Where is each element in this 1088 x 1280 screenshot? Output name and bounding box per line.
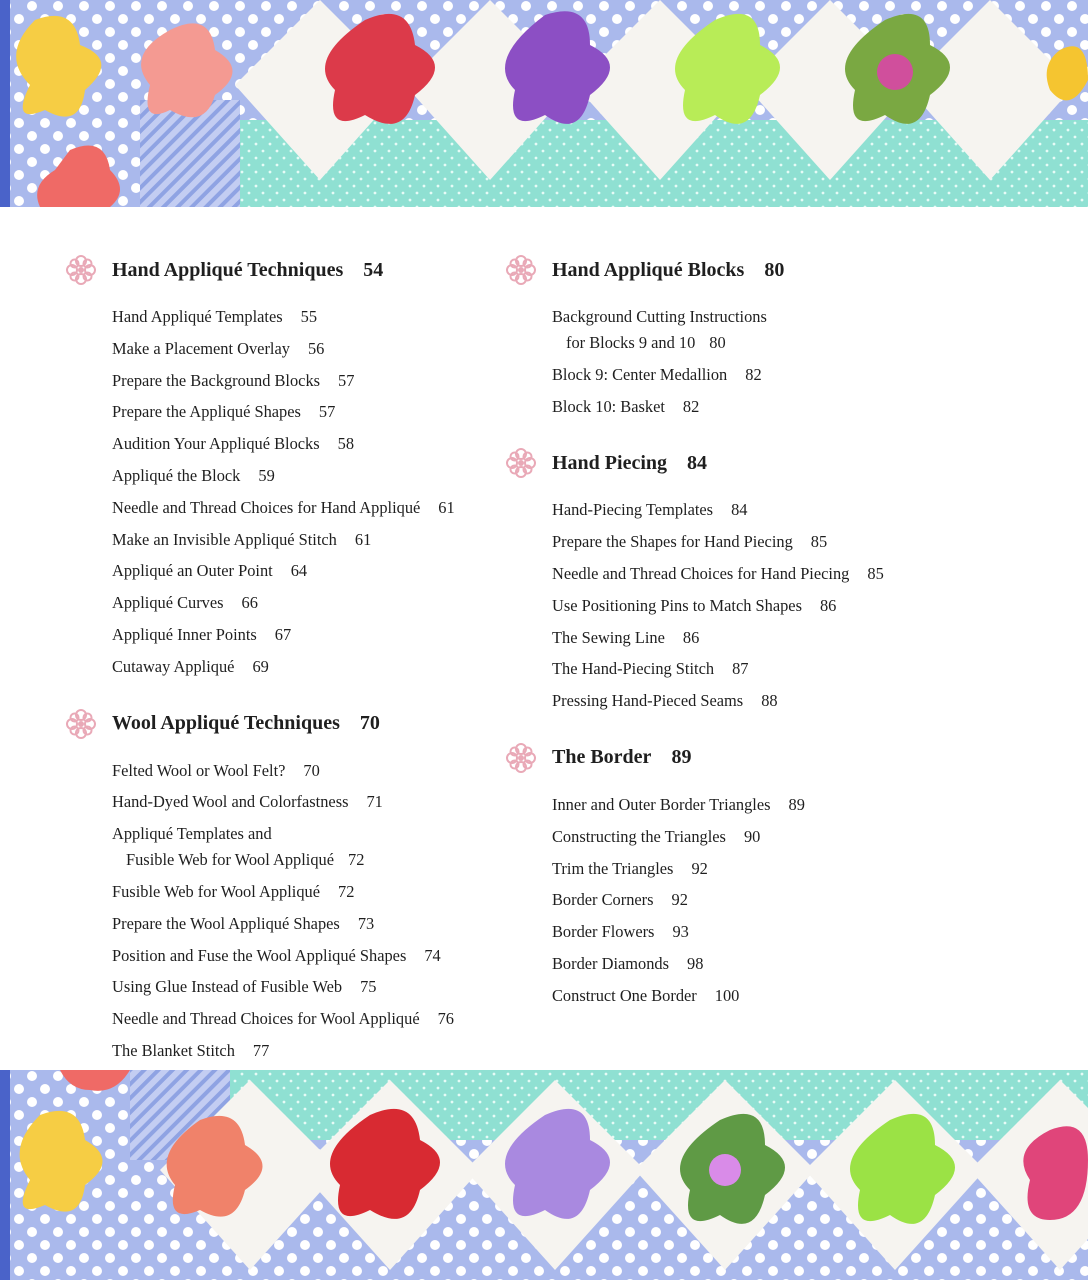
toc-entry[interactable] — [552, 983, 942, 1009]
toc-entry[interactable] — [552, 919, 942, 945]
entry-title: Hand-Dyed Wool and Colorfastness — [112, 792, 349, 812]
entry-page-number: 87 — [732, 659, 749, 679]
entry-page-number: 61 — [354, 529, 372, 549]
flower-bullet-icon — [64, 707, 98, 741]
quilt-photo-bottom — [0, 1070, 1088, 1280]
toc-entry[interactable] — [112, 527, 502, 553]
toc-column-left — [62, 250, 502, 1070]
entry-page-number: 74 — [424, 945, 441, 965]
flower-bullet-icon — [504, 741, 538, 775]
entry-title: Pressing Hand-Pieced Seams — [552, 691, 744, 711]
toc-entry[interactable] — [112, 943, 502, 969]
entry-title: Using Glue Instead of Fusible Web — [112, 977, 343, 997]
entry-title: Block 9: Center Medallion — [552, 364, 728, 384]
entry-page-number: 93 — [672, 922, 689, 942]
toc-entry[interactable] — [552, 688, 942, 714]
toc-section-heading[interactable] — [62, 250, 502, 290]
toc-entry[interactable] — [552, 625, 942, 651]
entry-title: Block 10: Basket — [552, 396, 665, 416]
entry-title-continued: for Blocks 9 and 10 — [566, 333, 696, 352]
entry-title: Needle and Thread Choices for Wool Appliqué — [112, 1009, 420, 1029]
entry-title: Position and Fuse the Wool Appliqué Shapes — [112, 945, 407, 965]
entry-page-number: 67 — [274, 624, 292, 644]
section-title: Wool Appliqué Techniques — [112, 712, 340, 735]
entry-title: Border Diamonds — [552, 953, 669, 973]
entry-page-number: 100 — [714, 985, 740, 1005]
entry-page-number: 77 — [252, 1040, 270, 1060]
entry-title: Appliqué the Block — [112, 465, 241, 485]
toc-entry[interactable] — [552, 656, 942, 682]
quilt-photo-top — [0, 0, 1088, 207]
entry-title: The Sewing Line — [552, 627, 665, 647]
entry-title: Border Corners — [552, 890, 654, 910]
entry-title: Constructing the Triangles — [552, 826, 726, 846]
toc-entry[interactable] — [552, 856, 942, 882]
entry-page-number: 70 — [303, 760, 320, 780]
toc-section-heading[interactable] — [502, 738, 942, 778]
toc-entry[interactable] — [112, 590, 502, 616]
entry-title: Construct One Border — [552, 985, 697, 1005]
toc-entry[interactable] — [552, 593, 942, 619]
toc-entry[interactable] — [552, 951, 942, 977]
toc-entry[interactable] — [552, 304, 942, 356]
entry-page-number: 86 — [682, 627, 700, 647]
toc-section-heading[interactable] — [62, 704, 502, 744]
toc-entry[interactable] — [552, 497, 942, 523]
toc-entry[interactable] — [112, 463, 502, 489]
entry-title: Prepare the Appliqué Shapes — [112, 402, 301, 422]
section-page-number: 84 — [687, 451, 708, 474]
section-title: Hand Piecing — [552, 451, 668, 474]
entry-page-number: 59 — [258, 465, 275, 485]
toc-entry[interactable] — [552, 792, 942, 818]
section-title: The Border — [552, 746, 652, 769]
section-page-number: 80 — [764, 258, 785, 281]
toc-entry[interactable] — [112, 1006, 502, 1032]
entry-title: Inner and Outer Border Triangles — [552, 794, 771, 814]
flower-bullet-icon — [504, 446, 538, 480]
toc-section-heading[interactable] — [502, 443, 942, 483]
entry-title-continued: Fusible Web for Wool Appliqué — [126, 850, 335, 870]
entry-page-number: 61 — [438, 497, 455, 517]
entry-page-number: 57 — [338, 370, 355, 390]
toc-entry[interactable] — [112, 1038, 502, 1064]
entry-title: Appliqué Inner Points — [112, 624, 257, 644]
entry-title: Prepare the Wool Appliqué Shapes — [112, 913, 340, 933]
entry-list — [502, 497, 942, 714]
entry-title: Prepare the Shapes for Hand Piecing — [552, 532, 793, 552]
entry-title: Felted Wool or Wool Felt? — [112, 760, 286, 780]
entry-title: Hand-Piecing Templates — [552, 500, 714, 520]
flower-bullet-icon — [504, 253, 538, 287]
toc-section — [502, 250, 942, 420]
entry-title: Use Positioning Pins to Match Shapes — [552, 595, 802, 615]
entry-page-number: 86 — [819, 595, 837, 615]
entry-page-number: 89 — [788, 794, 805, 814]
entry-title: Needle and Thread Choices for Hand Piecing — [552, 563, 850, 583]
entry-title: Background Cutting Instructions — [552, 307, 767, 326]
entry-title: Border Flowers — [552, 922, 655, 942]
entry-title: Prepare the Background Blocks — [112, 370, 321, 390]
toc-entry[interactable] — [112, 622, 502, 648]
toc-entry[interactable] — [112, 974, 502, 1000]
entry-page-number: 88 — [761, 691, 778, 711]
entry-page-number: 98 — [687, 953, 704, 973]
toc-entry[interactable] — [552, 362, 942, 388]
entry-page-number: 72 — [348, 850, 365, 870]
entry-title: The Blanket Stitch — [112, 1040, 235, 1060]
toc-entry[interactable] — [112, 304, 502, 330]
toc-section-heading[interactable] — [502, 250, 942, 290]
entry-list — [62, 304, 502, 680]
toc-entry[interactable] — [112, 495, 502, 521]
toc-entry[interactable] — [112, 758, 502, 784]
section-page-number: 70 — [359, 712, 380, 735]
entry-page-number: 71 — [366, 792, 383, 812]
toc-entry[interactable] — [112, 654, 502, 680]
toc-entry[interactable] — [112, 879, 502, 905]
entry-page-number: 75 — [360, 977, 377, 997]
toc-section — [502, 738, 942, 1009]
section-page-number: 54 — [363, 258, 384, 281]
entry-page-number: 73 — [357, 913, 375, 933]
entry-page-number: 85 — [867, 563, 884, 583]
entry-title: Cutaway Appliqué — [112, 656, 235, 676]
entry-title: Make an Invisible Appliqué Stitch — [112, 529, 337, 549]
entry-title: Needle and Thread Choices for Hand Appliqué — [112, 497, 421, 517]
entry-page-number: 82 — [682, 396, 700, 416]
toc-column-right — [502, 250, 942, 1015]
entry-title: Fusible Web for Wool Appliqué — [112, 881, 321, 901]
entry-page-number: 90 — [743, 826, 761, 846]
entry-title: Hand Appliqué Templates — [112, 307, 283, 326]
entry-page-number: 76 — [437, 1009, 454, 1029]
entry-list — [502, 792, 942, 1009]
entry-page-number: 56 — [307, 338, 325, 358]
toc-entry[interactable] — [112, 789, 502, 815]
toc-entry[interactable] — [112, 821, 502, 873]
entry-page-number: 66 — [241, 593, 258, 613]
toc-entry[interactable] — [112, 368, 502, 394]
entry-page-number: 82 — [745, 364, 762, 384]
entry-title: Audition Your Appliqué Blocks — [112, 434, 320, 454]
entry-page-number: 57 — [318, 402, 336, 422]
entry-page-number: 80 — [709, 333, 726, 352]
toc-entry[interactable] — [112, 558, 502, 584]
toc-entry[interactable] — [552, 824, 942, 850]
entry-list — [502, 304, 942, 420]
entry-page-number: 58 — [337, 434, 355, 454]
flower-bullet-icon — [64, 253, 98, 287]
toc-entry[interactable] — [112, 911, 502, 937]
entry-title: Trim the Triangles — [552, 858, 674, 878]
section-page-number: 89 — [671, 746, 692, 769]
entry-page-number: 92 — [671, 890, 688, 910]
toc-entry[interactable] — [552, 394, 942, 420]
toc-entry[interactable] — [552, 561, 942, 587]
toc-entry[interactable] — [552, 887, 942, 913]
entry-page-number: 92 — [691, 858, 708, 878]
toc-section — [502, 443, 942, 714]
entry-page-number: 64 — [290, 561, 308, 581]
entry-page-number: 72 — [338, 881, 355, 901]
toc-section — [62, 704, 502, 1064]
entry-page-number: 69 — [252, 656, 269, 676]
entry-page-number: 55 — [300, 307, 318, 326]
entry-title: The Hand-Piecing Stitch — [552, 659, 715, 679]
toc-entry[interactable] — [552, 529, 942, 555]
toc-entry[interactable] — [112, 336, 502, 362]
section-title: Hand Appliqué Techniques — [112, 258, 344, 281]
entry-page-number: 85 — [810, 532, 828, 552]
entry-title: Appliqué Curves — [112, 593, 224, 613]
entry-page-number: 84 — [731, 500, 748, 520]
entry-list — [62, 758, 502, 1064]
toc-entry[interactable] — [112, 399, 502, 425]
entry-title: Appliqué an Outer Point — [112, 561, 273, 581]
entry-title: Appliqué Templates and — [112, 824, 272, 844]
section-title: Hand Appliqué Blocks — [552, 258, 745, 281]
toc-entry[interactable] — [112, 431, 502, 457]
toc-section — [62, 250, 502, 680]
entry-title: Make a Placement Overlay — [112, 338, 290, 358]
